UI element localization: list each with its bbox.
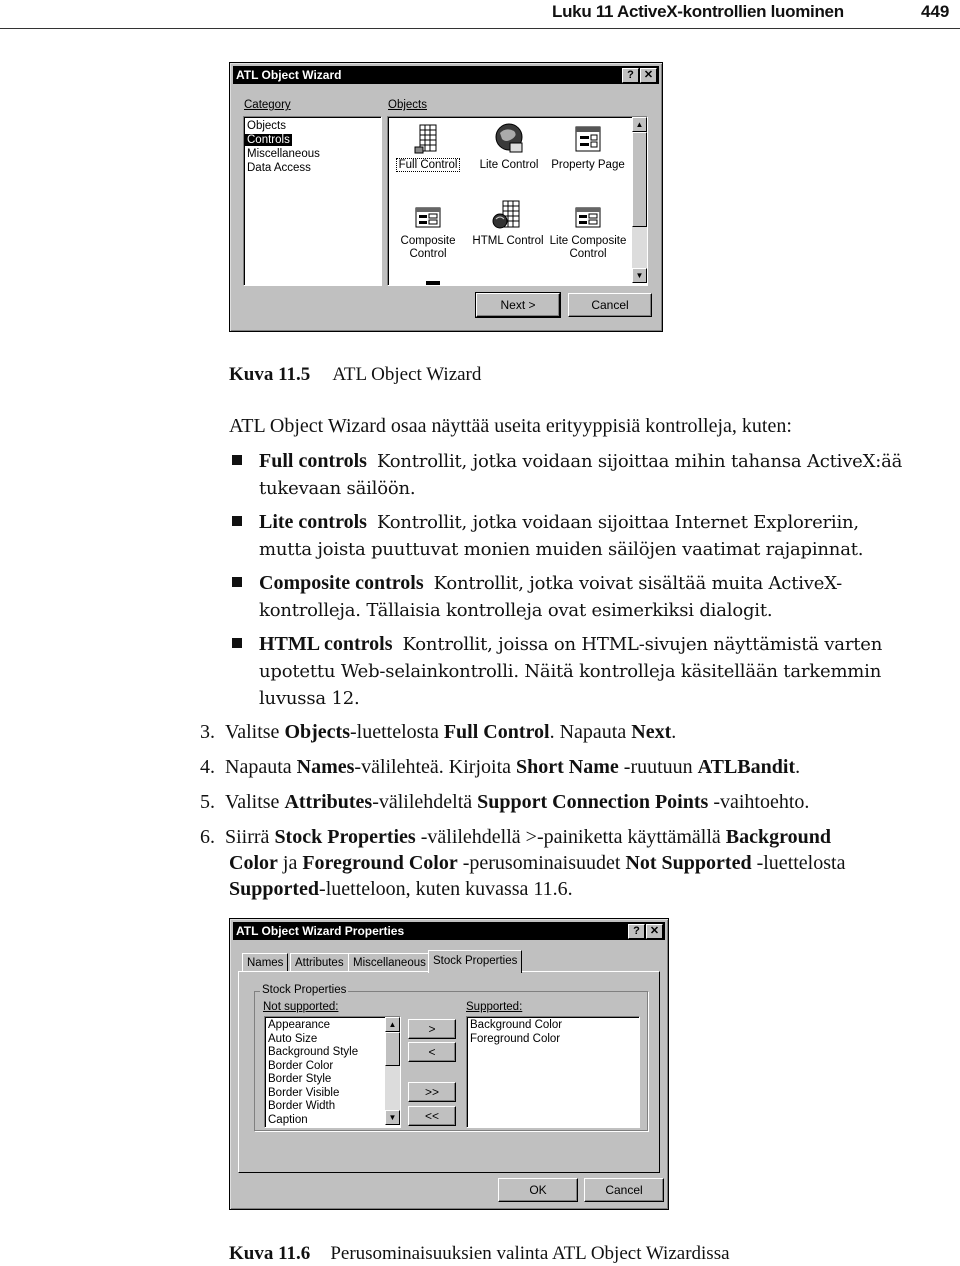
lite-composite-control-icon <box>573 205 603 231</box>
object-composite-control[interactable] <box>394 205 462 261</box>
close-button[interactable]: ✕ <box>646 924 663 939</box>
step-term: Not Supported <box>625 852 752 874</box>
step-number: 5. <box>200 791 215 813</box>
caption-text: ATL Object Wizard <box>332 364 482 385</box>
object-full-control[interactable] <box>394 123 462 172</box>
category-list[interactable] <box>243 116 382 286</box>
help-button[interactable]: ? <box>628 924 645 939</box>
step-text: -välilehteä. Kirjoita <box>354 756 517 778</box>
next-button[interactable]: Next > <box>476 293 560 317</box>
step-text: Valitse <box>225 791 285 813</box>
step-text: -perusominaisuudet <box>457 852 626 874</box>
step-text: -luettelosta <box>349 721 444 743</box>
bullet-square <box>232 577 242 587</box>
bullet-square <box>232 455 242 465</box>
bullet-text-cont: luvussa 12. <box>259 688 360 709</box>
step-number: 4. <box>200 756 215 778</box>
scroll-up-button[interactable]: ▲ <box>385 1017 400 1032</box>
lite-control-icon <box>492 121 526 155</box>
not-supported-list[interactable] <box>264 1016 401 1128</box>
object-label-line2: Control <box>409 248 447 260</box>
chapter-title: Luku 11 ActiveX-kontrollien luominen <box>552 2 844 21</box>
close-button[interactable]: ✕ <box>640 68 657 83</box>
not-supported-scrollbar[interactable] <box>385 1017 400 1125</box>
partial-icon <box>426 281 440 285</box>
objects-label: Objects <box>388 99 427 111</box>
bullet-term: Composite controls <box>259 572 424 594</box>
title-bar <box>233 66 659 84</box>
tab-names[interactable]: Names <box>242 953 288 972</box>
step-6-line2 <box>229 850 845 876</box>
property-page-icon <box>573 123 603 155</box>
step-text: -luetteloon, kuten kuvassa 11.6. <box>319 878 573 900</box>
bullet-text: Kontrollit, jotka voidaan sijoittaa mihin tahansa ActiveX:ää <box>376 451 903 472</box>
scroll-thumb[interactable] <box>385 1032 400 1066</box>
caption-number: Kuva 11.6 <box>229 1243 311 1264</box>
tab-attributes[interactable]: Attributes <box>290 953 349 972</box>
composite-control-icon <box>413 205 443 231</box>
step-text: . <box>795 756 801 778</box>
help-button[interactable]: ? <box>622 68 639 83</box>
bullet-square <box>232 638 242 648</box>
step-6-line3 <box>229 876 573 902</box>
bullet-item <box>259 509 863 563</box>
category-item[interactable]: Objects <box>247 120 286 132</box>
page-number: 449 <box>921 2 950 21</box>
step-term: Supported <box>229 878 320 900</box>
bullet-text-cont: tukevaan säilöön. <box>259 478 416 499</box>
scroll-down-button[interactable]: ▼ <box>385 1110 400 1125</box>
bullet-term: HTML controls <box>259 633 393 655</box>
step-number: 3. <box>200 721 215 743</box>
step-term: Color <box>229 852 278 874</box>
full-control-icon <box>413 123 443 155</box>
step-term: Short Name <box>516 756 619 778</box>
scroll-down-button[interactable]: ▼ <box>632 268 647 283</box>
bullet-term: Full controls <box>259 450 367 472</box>
step-text: -vaihtoehto. <box>708 791 810 813</box>
step-term: Support Connection Points <box>477 791 709 813</box>
object-lite-control[interactable] <box>474 121 544 172</box>
intro-paragraph: ATL Object Wizard osaa näyttää useita erityyppisiä kontrolleja, kuten: <box>229 415 792 437</box>
step-text: Valitse <box>225 721 285 743</box>
category-item-selected[interactable]: Controls <box>247 134 290 146</box>
step-term: Foreground Color <box>302 852 458 874</box>
title-bar <box>233 922 665 940</box>
property-item[interactable]: Border Visible <box>268 1086 340 1099</box>
bullet-square <box>232 516 242 526</box>
cancel-button[interactable]: Cancel <box>584 1178 664 1202</box>
scroll-thumb[interactable] <box>632 132 647 227</box>
property-item[interactable]: Border Color <box>268 1059 334 1072</box>
tab-miscellaneous[interactable]: Miscellaneous <box>348 953 431 972</box>
remove-button[interactable]: < <box>408 1042 456 1062</box>
step-term: Objects <box>284 721 350 743</box>
supported-list[interactable] <box>466 1016 640 1128</box>
caption-number: Kuva 11.5 <box>229 364 311 385</box>
not-supported-label: Not supported: <box>263 1001 339 1013</box>
step-text: -luettelosta <box>751 852 846 874</box>
step-text: . <box>671 721 677 743</box>
step-term: Attributes <box>284 791 373 813</box>
object-label: HTML Control <box>472 235 544 247</box>
step-3 <box>200 719 676 745</box>
atl-object-wizard-dialog <box>229 62 663 332</box>
tab-stock-properties[interactable]: Stock Properties <box>428 950 522 973</box>
atl-object-wizard-properties-dialog <box>229 918 669 1210</box>
step-text: -välilehdeltä <box>372 791 478 813</box>
window-title: ATL Object Wizard <box>236 68 342 82</box>
supported-label: Supported: <box>466 1001 523 1013</box>
bullet-text: Kontrollit, jotka voidaan sijoittaa Internet Exploreriin, <box>376 512 859 533</box>
step-term: ATLBandit <box>697 756 796 778</box>
property-item[interactable]: Background Style <box>268 1046 359 1058</box>
bullet-text-cont: upotettu Web-selainkontrolli. Näitä kontrolleja käsitellään tarkemmin <box>259 661 882 682</box>
step-5 <box>200 789 809 815</box>
property-item[interactable]: Caption <box>268 1113 308 1126</box>
step-term: Names <box>296 756 355 778</box>
property-item[interactable]: Auto Size <box>268 1032 318 1045</box>
bullet-text-cont: kontrolleja. Tällaisia kontrolleja ovat esimerkiksi dialogit. <box>259 600 773 621</box>
bullet-text: Kontrollit, joissa on HTML-sivujen näyttämistä varten <box>402 634 883 655</box>
html-control-icon <box>491 199 525 231</box>
object-html-control[interactable] <box>470 199 546 248</box>
step-term: Next <box>631 721 672 743</box>
category-item[interactable]: Data Access <box>247 162 311 174</box>
window-title: ATL Object Wizard Properties <box>236 924 405 938</box>
step-text: -välilehdellä >-painiketta käyttämällä <box>415 826 726 848</box>
category-item[interactable]: Miscellaneous <box>247 148 320 160</box>
bullet-item <box>259 448 902 502</box>
step-text: Siirrä <box>225 826 275 848</box>
object-lite-composite-control[interactable] <box>546 205 630 261</box>
bullet-text: Kontrollit, jotka voivat sisältää muita ActiveX- <box>433 573 843 594</box>
object-label: Full Control <box>396 158 461 172</box>
caption-text: Perusominaisuuksien valinta ATL Object Wizardissa <box>330 1243 730 1264</box>
property-item[interactable]: Appearance <box>268 1019 331 1031</box>
property-item[interactable]: Border Width <box>268 1100 336 1112</box>
object-label: Lite Composite <box>549 235 627 247</box>
objects-scrollbar[interactable] <box>632 117 647 283</box>
bullet-text-cont: mutta joista puuttuvat monien muiden säilöjen vaatimat rajapinnat. <box>259 539 864 560</box>
objects-list[interactable] <box>387 116 648 286</box>
add-button[interactable]: > <box>408 1019 456 1039</box>
figure-caption <box>229 364 481 386</box>
step-text: -ruutuun <box>618 756 698 778</box>
bullet-item <box>259 631 882 712</box>
property-item[interactable]: Border Style <box>268 1073 332 1085</box>
step-text: . Napauta <box>549 721 632 743</box>
remove-all-button[interactable]: << <box>408 1106 456 1126</box>
category-label: Category <box>244 99 291 111</box>
property-item[interactable]: Background Color <box>470 1019 563 1031</box>
running-header <box>0 0 960 29</box>
object-label: Composite <box>400 235 456 247</box>
step-term: Full Control <box>443 721 550 743</box>
scroll-up-button[interactable]: ▲ <box>632 117 647 132</box>
step-4 <box>200 754 800 780</box>
bullet-term: Lite controls <box>259 511 367 533</box>
step-text: Napauta <box>225 756 297 778</box>
object-label: Property Page <box>551 159 625 171</box>
step-term: Stock Properties <box>274 826 416 848</box>
bullet-item <box>259 570 842 624</box>
object-property-page[interactable] <box>548 123 628 172</box>
cancel-button[interactable]: Cancel <box>568 293 652 317</box>
step-number: 6. <box>200 826 215 848</box>
figure-caption <box>229 1243 730 1265</box>
property-item[interactable]: Foreground Color <box>470 1032 561 1045</box>
add-all-button[interactable]: >> <box>408 1082 456 1102</box>
step-6 <box>200 824 831 850</box>
step-term: Background <box>725 826 831 848</box>
group-label: Stock Properties <box>262 984 347 996</box>
ok-button[interactable]: OK <box>498 1178 578 1202</box>
object-label: Lite Control <box>479 159 539 171</box>
object-label-line2: Control <box>569 248 607 260</box>
step-text: ja <box>277 852 303 874</box>
